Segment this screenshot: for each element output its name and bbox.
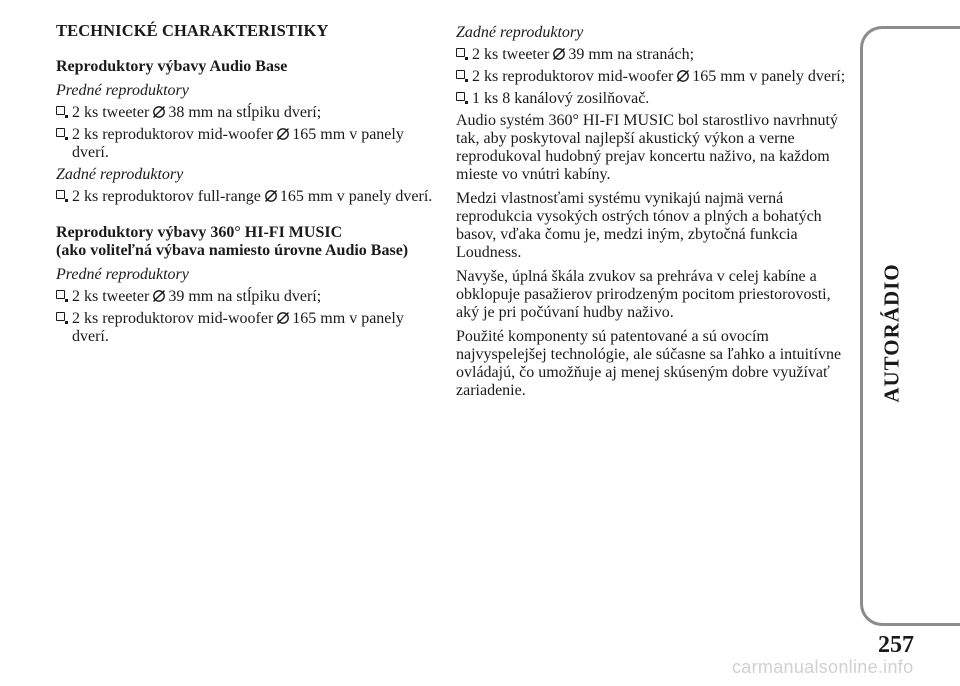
diameter-icon [264,189,278,203]
checkbox-bullet-icon [456,70,465,79]
hifi-heading: Reproduktory výbavy 360° HI-FI MUSIC (ako voliteľná výbava namiesto úrovne Audio Base) [56,224,409,259]
page-number: 257 [878,632,914,658]
diameter-icon [552,47,566,61]
checkbox-bullet-icon [56,128,65,137]
paragraph: Medzi vlastnosťami systému vynikajú najmä verná reprodukcia vysokých ostrých tónov a plných a bohatých basov, vďaka čomu je, medzi iným, zbytočná funkcia Loudness. [456,190,822,261]
checkbox-bullet-icon [456,48,465,57]
list-item: 1 ks 8 kanálový zosilňovač. [456,90,851,108]
base-rear-speakers-label: Zadné reproduktory [56,166,184,183]
checkbox-bullet-icon [56,106,65,115]
hifi-front-speakers-label: Predné reproduktory [56,266,189,283]
list-item: 2 ks tweeter 38 mm na stĺpiku dverí; [56,104,441,122]
paragraph: Použité komponenty sú patentované a sú ovocím najvyspelejšej technológie, ale súčasne sa ľahko a intuitívne ovládajú, čo umožňuje aj menej skúseným dobre využívať zariadenie. [456,328,842,399]
checkbox-bullet-icon [56,190,65,199]
list-item: 2 ks reproduktorov mid-woofer 165 mm v panely dverí. [56,310,441,346]
diameter-icon [676,69,690,83]
base-front-speakers-label: Predné reproduktory [56,82,189,99]
chapter-label: AUTORÁDIO [879,263,904,403]
list-item: 2 ks reproduktorov mid-woofer 165 mm v panely dverí; [456,68,851,86]
list-item: 2 ks tweeter 39 mm na stranách; [456,46,851,64]
list-item: 2 ks reproduktorov full-range 165 mm v panely dverí. [56,188,441,206]
paragraph: Navyše, úplná škála zvukov sa prehráva v celej kabíne a obklopuje pasažierov prirodzeným pocitom priestorovosti, aký je pri počúvaní hudby naživo. [456,268,831,321]
page-title: TECHNICKÉ CHARAKTERISTIKY [56,21,329,40]
watermark: carmanualsonline.info [732,657,914,677]
chapter-tab [860,26,960,626]
list-item: 2 ks tweeter 39 mm na stĺpiku dverí; [56,288,441,306]
diameter-icon [276,311,290,325]
checkbox-bullet-icon [456,92,465,101]
paragraph: Audio systém 360° HI-FI MUSIC bol starostlivo navrhnutý tak, aby poskytoval najlepší akustický výkon a verne reprodukoval hudobný prejav koncertu naživo, na každom mieste vo vnútri kabíny. [456,112,838,183]
right-column [456,24,851,406]
checkbox-bullet-icon [56,290,65,299]
diameter-icon [152,289,166,303]
list-item: 2 ks reproduktorov mid-woofer 165 mm v panely dverí. [56,126,441,162]
left-column [56,22,441,350]
checkbox-bullet-icon [56,312,65,321]
diameter-icon [152,105,166,119]
audio-base-heading: Reproduktory výbavy Audio Base [56,58,288,75]
diameter-icon [276,127,290,141]
hifi-rear-speakers-label: Zadné reproduktory [456,24,584,41]
